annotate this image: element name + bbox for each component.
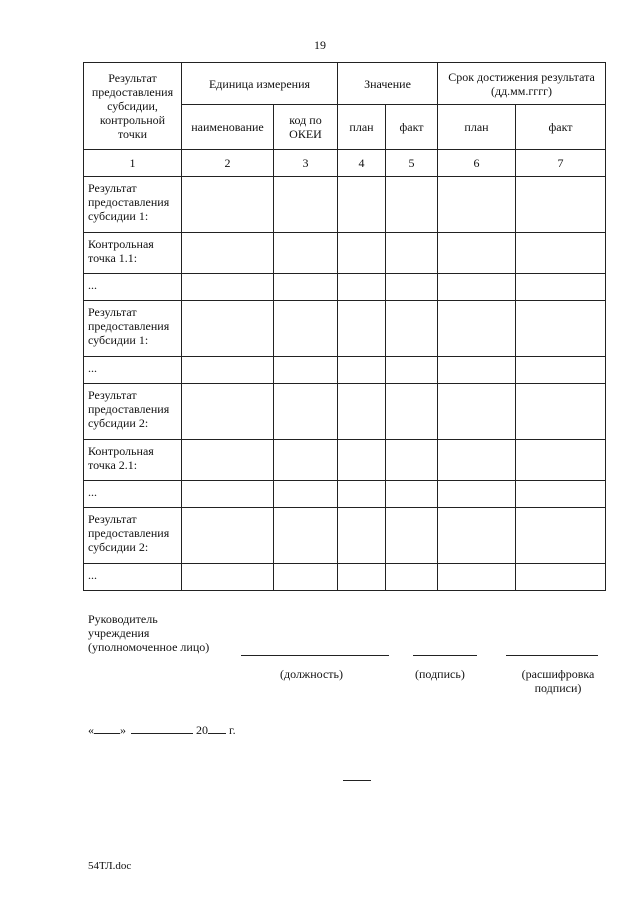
column-numbers-row: [84, 150, 606, 177]
table-row: [84, 384, 606, 440]
decoding-line: [506, 655, 598, 656]
column-number: 7: [516, 150, 606, 177]
date-open-quote: «: [88, 723, 94, 737]
row-label: Контрольная точка 2.1:: [84, 440, 182, 481]
table-row: [84, 357, 606, 384]
header-deadline: Срок достижения результата (дд.мм.гггг): [438, 63, 606, 105]
column-number: 5: [386, 150, 438, 177]
month-blank: [131, 723, 193, 734]
date-line: [88, 723, 236, 737]
header-value-plan: план: [338, 105, 386, 150]
results-table: [83, 62, 606, 591]
table-row: [84, 564, 606, 591]
header-result: Результат предоставления субсидии, контрольной точки: [84, 63, 182, 150]
row-label: Результат предоставления субсидии 1:: [84, 301, 182, 357]
year-suffix: г.: [229, 723, 236, 737]
year-prefix: 20: [196, 723, 208, 737]
table-row: [84, 233, 606, 274]
row-label: ...: [84, 357, 182, 384]
signature-line: [413, 655, 477, 656]
column-number: 4: [338, 150, 386, 177]
row-label: Контрольная точка 1.1:: [84, 233, 182, 274]
table-row: [84, 440, 606, 481]
header-deadline-plan: план: [438, 105, 516, 150]
signatory-label: Руководитель учреждения (уполномоченное лицо): [88, 612, 210, 654]
year-blank: [208, 723, 226, 734]
row-label: Результат предоставления субсидии 2:: [84, 384, 182, 440]
header-value-fact: факт: [386, 105, 438, 150]
table-row: [84, 508, 606, 564]
separator-line: [343, 780, 371, 781]
column-number: 1: [84, 150, 182, 177]
header-deadline-fact: факт: [516, 105, 606, 150]
table-row: [84, 301, 606, 357]
row-label: ...: [84, 274, 182, 301]
column-number: 6: [438, 150, 516, 177]
row-label: ...: [84, 564, 182, 591]
header-value: Значение: [338, 63, 438, 105]
header-unit-name: наименование: [182, 105, 274, 150]
page-number: 19: [314, 38, 326, 52]
file-name: 54ТЛ.doc: [88, 860, 132, 872]
row-label: Результат предоставления субсидии 2:: [84, 508, 182, 564]
table-row: [84, 177, 606, 233]
header-unit-code: код по ОКЕИ: [274, 105, 338, 150]
header-unit: Единица измерения: [182, 63, 338, 105]
signature-caption: (подпись): [415, 667, 465, 681]
decoding-caption: (расшифровка подписи): [521, 667, 595, 695]
row-label: ...: [84, 481, 182, 508]
column-number: 3: [274, 150, 338, 177]
day-blank: [94, 723, 120, 734]
row-label: Результат предоставления субсидии 1:: [84, 177, 182, 233]
date-close-quote: »: [120, 723, 126, 737]
column-number: 2: [182, 150, 274, 177]
position-caption: (должность): [280, 667, 343, 681]
position-line: [241, 655, 389, 656]
table-row: [84, 274, 606, 301]
table-row: [84, 481, 606, 508]
